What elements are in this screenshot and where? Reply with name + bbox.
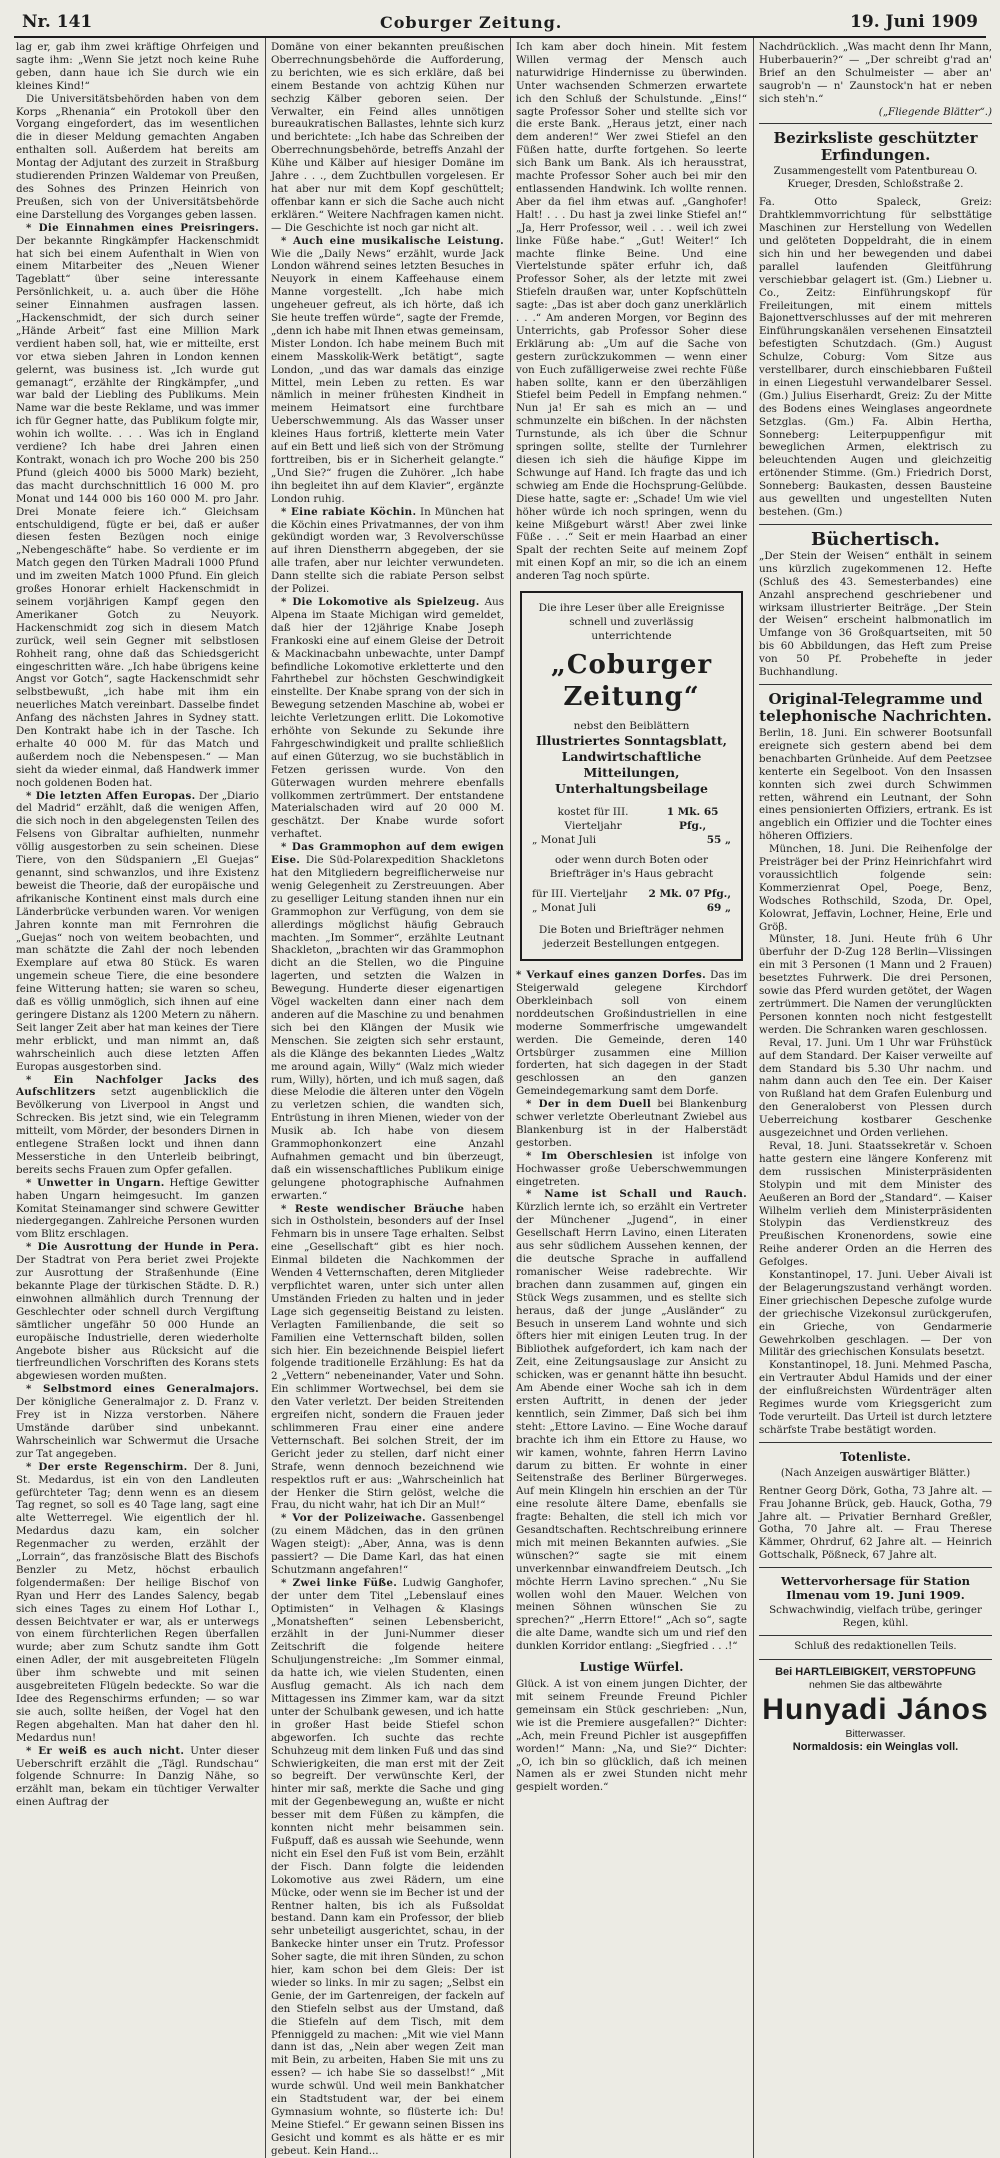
section-subheading: (Nach Anzeigen auswärtiger Blätter.) — [780, 1467, 971, 1479]
article-heading: * Zwei linke Füße. — [281, 1576, 398, 1589]
article-text: Die Süd-Polarexpedition Shackletons hat den Mitgliedern begreiflicherweise nur wenig Gelegenheit zu Zerstreuungen. Aber zu geselliger Leitung standen ihnen nur ein Grammophon zur Verfügung, von dem sie allerdings möglichst häufig Gebrauch machten. „Im Sommer“, erzählte Leutnant Shackleton, „brachten wir das Grammophon dicht an die Stellen, wo die Pinguine lagerten, und setzten die Walzen in Bewegung. Hunderte dieser eigenartigen Vögel wackelten dann einer nach dem anderen auf die Maschine zu und benahmen sich bei den Klängen der Musik wie Menschen. Sie zeigten sich sehr erstaunt, als die Klänge des bekannten Liedes „Waltz me around again, Willy“ (Walz mich wieder rum, Willy), hörten, und ich muß sagen, daß diese Melodie die älteren unter den Vögeln zu verletzen schien, die wandten sich, Entrüstung in ihren Mienen, wieder von der Musik ab. Ich habe von diesem Grammophonkonzert eine Anzahl Aufnahmen gemacht und bin überzeugt, daß ein wissenschaftliches Publikum einige gelungene photographische Aufnahmen erwarten.“ — [271, 854, 504, 1202]
ad-price-amount: 2 Mk. 07 Pfg., — [648, 888, 731, 901]
article-heading: * Vor der Polizeiwache. — [281, 1512, 426, 1525]
article-text: München, 18. Juni. Die Reihenfolge der Preisträger bei der Prinz Heinrichfahrt wird voraussichtlich folgende sein: Kommerzienrat Opel, Poege, Benz, Wodsches Rothschild, Szoda, Dr. Opel, Kolowrat, Jeffavin, Lochner, Heine, Erle und Gröβ. — [759, 843, 992, 933]
article-text: Fa. Otto Spaleck, Greiz: Drahtklemmvorrichtung für selbsttätige Maschinen zur Herstellung von Wedellen und gelöteten Doppeldraht, die in einem sich hin und her bewegenden und dabei parallel laufenden Gleitführung verschiebbar gelagert ist. (Gm.) Liebner u. Co., Zeitz: Einführungskopf für Freileitungen, mit einem mittels Bajonettverschlusses auf der mit mehreren Einführungskanälen versehenen Einsatzteil befestigten Schutzdach. (Gm.) August Schulze, Coburg: Vom Sitze aus verstellbarer, durch einschiebbaren Fußteil in einen Liegestuhl verwandelbarer Sessel. (Gm.) Julius Eiserhardt, Greiz: Zu der Mitte des Bodens eines Weinglases angeordnete Setzglas. (Gm.) Fa. Albin Hertha, Sonneberg: Leiterpuppenfigur mit beweglichen Armen, elektrisch zu beleuchtenden Augen und gleichzeitig ertönender Stimme. (Gm.) Friedrich Dorst, Sonneberg: Baukasten, dessen Bausteine aus gewellten und ungestellten Nuten bestehen. (Gm.) — [759, 196, 992, 518]
article-text: Die Universitätsbehörden haben von dem Korps „Rhenania“ ein Protokoll über den Vorgang eingefordert, das im wesentlichen die in dieser Meldung gemachten Angaben enthalten soll. Außerdem hat bereits am Montag der Adjutant des zurzeit in Straßburg studierenden Prinzen Waldemar von Preußen, des Sohnes des Prinzen Heinrich von Preußen, sich von der Universitätsbehörde eine Darstellung des Vorganges geben lassen. — [16, 92, 259, 221]
ad-line: Bitterwasser. — [845, 1727, 906, 1740]
section-heading: Bezirksliste geschützter Erfindungen. — [773, 129, 978, 165]
divider — [759, 684, 992, 685]
divider — [759, 1659, 992, 1660]
divider — [759, 1567, 992, 1568]
article-heading: * Verkauf eines ganzen Dorfes. — [516, 969, 706, 982]
ad-with: nebst den Beiblättern — [573, 720, 690, 733]
section-heading: Büchertisch. — [811, 528, 940, 550]
end-of-editorial: Schluß des redaktionellen Teils. — [794, 1640, 957, 1652]
ad-price-label: für III. Vierteljahr — [532, 888, 628, 901]
article-text: „Der Stein der Weisen“ enthält in seinem uns kürzlich zugekommenen 12. Hefte (Schluß des 43. Semesterbandes) eine Anzahl ansprechend geschriebener und wirksam illustrierter Beiträge. „Der Stein der Weisen“ erscheint halbmonatlich im Umfange von 36 Großquartseiten, mit 50 bis 60 Abbildungen, das Heft zum Preise von 50 Pf. Probehefte in jeder Buchhandlung. — [759, 549, 992, 679]
article-heading: * Name ist Schall und Rauch. — [526, 1188, 747, 1201]
ad-brand: Hunyadi János — [762, 1692, 989, 1726]
ad-intro: Die ihre Leser über alle Ereignisse schnell und zuverlässig unterrichtende — [538, 602, 725, 643]
ad-line: Bei HARTLEIBIGKEIT, VERSTOPFUNG — [775, 1665, 976, 1678]
article-text: Gassenbengel (zu einem Mädchen, das in den grünen Wagen steigt): „Aber, Anna, was is denn passiert? — Die Dame Karl, das hat einen Schutzmann angefahren!“ — [271, 1512, 504, 1576]
article-text: In München hat die Köchin eines Privatmannes, der von ihm gekündigt worden war, 3 Revolverschüsse auf ihren Dienstherrn abgegeben, der sie alle trafen, aber nur leichter verwundeten. Dann stellte sich die rabiate Person selbst der Polizei. — [271, 505, 504, 596]
article-text: Konstantinopel, 17. Juni. Ueber Aivali ist der Belagerungszustand verhängt worden. Einer griechischen Depesche zufolge wurde der griechische Vizekonsul zurückgerufen, ein Grieche, von Gendarmerie Gewehrkolben geschlagen. — Der von Militär des griechischen Konsulats besetzt. — [759, 1269, 992, 1359]
issue-date: 19. Juni 1909 — [850, 12, 978, 32]
ad-price-amount: 1 Mk. 65 Pfg., — [666, 806, 719, 833]
divider — [759, 1442, 992, 1443]
article-heading: * Ein Nachfolger Jacks des Aufschlitzers — [16, 1073, 259, 1099]
divider — [759, 1635, 992, 1636]
ad-price-row — [532, 833, 731, 847]
article-text: Glück. A ist von einem jungen Dichter, der mit seinem Freunde Freund Pichler gemeinsam ein Stück geschrieben: „Nun, wie ist die Premiere ausgefallen?“ Dichter: „Ach, mein Freund Pichler ist ausgepfiffen worden!“ Mann: „Na, und Sie?“ Dichter: „O, ich bin so glücklich, daß ich meinen Namen als er zwei Stunden nicht mehr gespielt worden.“ — [516, 1678, 747, 1794]
article-heading: * Unwetter in Ungarn. — [26, 1176, 165, 1189]
ad-price-row — [532, 901, 731, 915]
article-text: Der Stadtrat von Pera beriet zwei Projekte zur Ausrottung der Straßenhunde (Eine bekannte Plage der türkischen Städte. D. R.) einwohnen allmählich durch Trennung der Geschlechter oder schnell durch Vergiftung sämtlicher ungefähr 50 000 Hunde an europäische Industrielle, deren wiederholte Angebote bisher aus Rücksicht auf die tierfreundlichen Vorschriften des Korans stets abgewiesen worden mußten. — [16, 1254, 259, 1383]
section-heading: Totenliste. — [840, 1449, 911, 1464]
text-columns — [14, 38, 992, 2157]
article-heading: * Der erste Regenschirm. — [26, 1460, 188, 1473]
article-text: Rentner Georg Dörk, Gotha, 73 Jahre alt. — Frau Johanne Brück, geb. Hauck, Gotha, 79 Jahre alt. — Privatier Bernhard Greßler, Gotha, 70 Jahre alt. — Frau Therese Kämmer, Ohrdruf, 62 Jahre alt. — Heinrich Gottschalk, Pößneck, 67 Jahre alt. — [759, 1484, 992, 1562]
article-heading: * Die Ausrottung der Hunde in Pera. — [26, 1241, 259, 1254]
article-heading: * Eine rabiate Köchin. — [281, 505, 417, 518]
article-text: Domäne von einer bekannten preußischen Oberrechnungsbehörde die Aufforderung, zu berichten, wie es sich erkläre, daß bei einem Bestande von achtzig Kühen nur sechzig Kälber geboren seien. Der Verwalter, ein Feind alles unnötigen bureaukratischen Ballastes, lehnte sich kurz und berichtete: „Ich habe das Schreiben der Oberrechnungsbehörde, betreffs Anzahl der Kühe und Kälber auf hiesiger Domäne im Jahre . . ., dem Zuchtbullen vorgelesen. Er hat aber nur mit dem Kopf geschüttelt; offenbar kann er sich die Sache auch nicht erklären.“ Weitere Nachfragen kamen nicht. — Die Geschichte ist noch gar nicht alt. — [271, 41, 504, 234]
column-2 — [265, 38, 506, 2158]
column-4 — [753, 38, 994, 2158]
article-text: Nachdrücklich. „Was macht denn Ihr Mann, Huberbauerin?“ — „Der schreibt g'rad an' Brief an den Schulmeister — aber an' saugrob'n — n' Zaunstock'n hat er neben sich steh'n.“ — [759, 41, 992, 105]
article-text: Heftige Gewitter haben Ungarn heimgesucht. Im ganzen Komitat Steinamanger sind schwere Gewitter niedergegangen. Zahlreiche Personen wurden vom Blitz erschlagen. — [16, 1176, 259, 1241]
ad-price-row — [532, 887, 731, 901]
article-text: Der 8. Juni, St. Medardus, ist ein von den Landleuten gefürchteter Tag; denn wenn es an diesem Tag regnet, so soll es 40 Tage lang, sagt eine alte Wetterregel. Wie eigentlich der hl. Medardus dazu kam, ein solcher Regenmacher zu werden, erzählt der „Lorrain“, das französische Blatt des Bischofs Benzler zu Metz, höchst erbaulich folgendermaßen: Der heilige Bischof von Ryan und Herr des Landes Salency, begab sich eines Tages zu einem Hof Lothar I., dessen Beichtvater er war, als er unterwegs von einem fürchterlichen Regen überfallen wurde; aber zum Schutz sandte ihm Gott einen Adler, der mit ausgebreiteten Flügeln über ihm schwebte und mit seinen ausgebreiteten Flügeln bedeckte. So war die Idee des Regenschirms erfunden; — so war sie auch, sollte heißen, der Vogel hat den Regen abgehalten. Man hat daher den hl. Medardus nun! — [16, 1460, 259, 1744]
article-text: lag er, gab ihm zwei kräftige Ohrfeigen und sagte ihm: „Wenn Sie jetzt noch keine Ruhe geben, dann haue ich Sie durch wie ein kleines Kind!“ — [16, 41, 259, 92]
column-1 — [14, 38, 261, 2158]
article-text: Wie die „Daily News“ erzählt, wurde Jack London während seines letzten Besuches in Neuyork in einem Kaffeehause einem Manne vorgestellt. „Ich habe mich ungeheuer gefreut, als ich hörte, daß ich Sie heute treffen würde“, sagte der Fremde, „denn ich habe mit Ihnen etwas gemeinsam, Mister London. Ich habe meinem Buch mit einem Masskolik-Werk betätigt“, sagte London, „und das war damals das einzige Mittel, mein Leben zu retten. Es war nämlich in meiner frühesten Kindheit in meinem Heimatsort eine furchtbare Ueberschwemmung. Als das Wasser unser kleines Haus fortriß, kletterte mein Vater auf ein Bett und ließ sich von der Strömung forttreiben, bis er in Sicherheit gelangte.“ „Und Sie?“ frugen die Zuhörer. „Ich habe ihn begleitet ihn auf dem Klavier“, ergänzte London ruhig. — [271, 247, 504, 505]
article-source: („Fliegende Blätter“.) — [878, 105, 992, 118]
hunyadi-advertisement — [759, 1666, 992, 1754]
ad-price-row — [532, 805, 731, 833]
article-heading: * Die Einnahmen eines Preisringers. — [26, 221, 259, 234]
ad-supplement: Illustriertes Sonntagsblatt, — [536, 733, 727, 749]
article-text: haben sich in Ostholstein, besonders auf der Insel Fehmarn bis in unsere Tage erhalten. Selbst eine „Gesellschaft“ gibt es hier noch. Einmal bildeten die Nachkommen der Wenden 4 Vetternschaften, deren Mitglieder verpflichtet waren, unter sich unter allen Umständen Frieden zu halten und in jeder Lage sich gegenseitig Beistand zu leisten. Verlagten Familienbande, die seit so Familien eine Vetternschaft bilden, sollen sich hier. Ein bezeichnende Beispiel liefert folgende traditionelle Erzählung: Es hat da 2 „Vettern“ nebeneinander, Vater und Sohn. Ein schlimmer Wortwechsel, bei dem sie den Vater verletzt. Der beiden Streitenden ergreifen nicht, sondern die Frauen jeder schlimmeren Frau einer eine andere Vetternschaft. Bei solchen Streit, der im Gericht jeder zu stellen, darf nicht einer Strafe, wenn dennoch bezeichnend wie respektlos ruft er aus: „Wahrscheinlich hat der Henker die Stirn gelöst, welche die Frau, du nicht wahr, hat ich Dir an Mul!“ — [271, 1202, 504, 1512]
article-text: bei Blankenburg schwer verletzte Oberleutnant Zwiebel aus Blankenburg ist in der Halberstädt gestorben. — [516, 1098, 747, 1149]
section-heading: Original-Telegramme und telephonische Nachrichten. — [759, 689, 992, 725]
newspaper-title: Coburger Zeitung. — [379, 13, 563, 32]
article-heading: * Reste wendischer Bräuche — [281, 1202, 465, 1215]
article-heading: * Der in dem Duell — [526, 1098, 652, 1111]
masthead — [14, 0, 986, 32]
article-text: Berlin, 18. Juni. Ein schwerer Bootsunfall ereignete sich gestern abend bei dem benachbarten Grünheide. Auf dem Peetzsee kenterte ein Segelboot. Von den Insassen konnten sich zwei durch Schwimmen retten, während ein Leutnant, der Sohn eines pensionierten Offiziers, ertrank. Es ist angeblich ein Offizier und die Tochter eines höheren Offiziers. — [759, 726, 992, 843]
article-text: Der bekannte Ringkämpfer Hackenschmidt hat sich bei einem Aufenthalt in Wien von einem Mitarbeiter des „Neuen Wiener Tageblatt“ über seine interessante Persönlichkeit, u. a. auch über die Höhe seiner Einnahmen ausfragen lassen. „Hackenschmidt, der sich durch seiner „Hände Arbeit“ fast eine Million Mark verdient haben soll, hat, wie er mitteilte, erst vor etwa sieben Jahren in London kennen gelernt, was business ist. „Ich wurde gut gemanagt“, erzählte der Ringkämpfer, „und war bald der Liebling des Publikums. Mein Name war die beste Reklame, und was immer ich für Gegner hatte, das Publikum folgte mir, wohin ich wollte. . . . Was ich in England verdiene? Ich habe drei Jahren einen Kontrakt, wonach ich pro Woche 200 bis 250 Pfund (gleich 4000 bis 5000 Mark) bezieht, das macht durchschnittlich 16 000 M. pro Monat und 144 000 bis 160 000 M. pro Jahr. Drei Monate feiere ich.“ Gleichsam entschuldigend, fügte er bei, daß er außer diesen festen Bezügen noch einige „Nebengeschäfte“ habe. So verdiente er im Match gegen den Türken Madrali 1000 Pfund und im zweiten Match 1000 Pfund. Ein gleich großes Honorar erhielt Hackenschmidt in seinem vorjährigen Kampf gegen den Amerikaner Gotch zu Neuyork. Hackenschmidt zog sich in diesem Match zurück, weil sein Gegner mit selbstlosen Rohheit rang, ohne daß das Schiedsgericht eingeschritten wäre. „Ich habe übrigens keine Angst vor Gotch“, sagte Hackenschmidt sehr selbstbewußt, „ich habe mit ihm ein neuerliches Match vereinbart. Dasselbe findet Anfang des nächsten Jahres in Sydney statt. Den Kontrakt habe ich in der Tasche. Ich erhalte 40 000 M. für das Match und außerdem noch die Nebenspesen.“ — Man sieht da wieder einmal, daß Handwerk immer noch goldenen Boden hat. — [16, 234, 259, 789]
article-heading: * Er weiß es auch nicht. — [26, 1744, 185, 1757]
issue-number: Nr. 141 — [22, 12, 93, 32]
ad-price-amount: 69 „ — [706, 902, 731, 915]
article-text: Der „Diario del Madrid“ erzählt, daß die wenigen Affen, die sich noch in den abgelegensten Teilen des Felsens von Gibraltar aufhielten, nunmehr völlig ausgestorben zu sein scheinen. Diese Tiere, von den Südspaniern „El Guejas“ genannt, sind schwanzlos, und ihre Existenz beweist die Theorie, daß der europäische und afrikanische Kontinent einst mals durch eine Länderbrücke verbunden waren. Vor wenigen Jahren konnte man mit Fernrohren die „Guejas“ noch von weitem beobachten, und man schätzte die Zahl der noch lebenden Exemplare auf etwa 80 Stück. Es waren ungemein scheue Tiere, die eine besondere feine Witterung hatten; sie waren so scheu, daß es völlig unmöglich, sich ihnen auf eine geringere Distanz als 1200 Metern zu nähern. Seit langer Zeit aber hat man keines der Tiere mehr erblickt, und man nimmt an, daß wahrscheinlich auch diese letzten Affen Europas ausgestorben sind. — [16, 789, 259, 1073]
article-heading: * Die letzten Affen Europas. — [26, 789, 196, 802]
section-subheading: Zusammengestellt vom Patentbureau O. Krueger, Dresden, Schloßstraße 2. — [773, 166, 978, 191]
section-heading: Lustige Würfel. — [579, 1660, 684, 1675]
article-heading: * Die Lokomotive als Spielzeug. — [281, 595, 480, 608]
article-text: Konstantinopel, 18. Juni. Mehmed Pascha, ein Vertrauter Abdul Hamids und der einer der einflußreichsten Würdenträger alten Regimes wurde vom Kriegsgericht zum Tode verurteilt. Das Urteil ist durch letztere schärfste Trabe bestätigt worden. — [759, 1359, 992, 1436]
ad-footer: Die Boten und Briefträger nehmen jederzeit Bestellungen entgegen. — [538, 924, 725, 951]
ad-or: oder wenn durch Boten oder Briefträger in's Haus gebracht — [549, 854, 714, 881]
ad-supplement: Unterhaltungsbeilage — [555, 781, 708, 797]
divider — [759, 123, 992, 124]
article-text: Münster, 18. Juni. Heute früh 6 Uhr überfuhr der D-Zug 128 Berlin—Vlissingen ein mit 3 Personen (1 Mann und 2 Frauen) besetztes Fuhrwerk. Die drei Personen, sowie das Pferd wurden getötet, der Wagen zertrümmert. Die Namen der verunglückten Personen konnten noch nicht festgestellt werden. Die Schranken waren geschlossen. — [759, 933, 992, 1036]
article-heading: * Im Oberschlesien — [526, 1149, 653, 1162]
section-heading: Wettervorhersage für Station Ilmenau vom 19. Juni 1909. — [781, 1574, 970, 1603]
article-heading: * Auch eine musikalische Leistung. — [281, 234, 504, 247]
article-text: Schwachwindig, vielfach trübe, geringer Regen, kühl. — [769, 1604, 982, 1630]
divider — [759, 524, 992, 525]
article-text: Ich kam aber doch hinein. Mit festem Willen vermag der Mensch auch naturwidrige Hindernisse zu überwinden. Unter wachsenden Schmerzen erwartete ich den Schluß der Schulstunde. „Eins!“ sagte Professor Soher und stellte sich vor die erste Bank. „Heraus jetzt, einer nach dem anderen!“ Wer zwei Stiefel an den Füßen hatte, durfte fortgehen. So leerte sich Bank um Bank. Als ich herausstrat, machte Professor Soher auch bei mir den entlassenden Handwink. Ich wollte rennen. Aber da fiel ihm etwas auf. „Ganghofer! Halt! . . . Du hast ja zwei linke Stiefel an!“ „Ja, Herr Professor, weil . . . weil ich zwei linke Füße habe.“ „Gut! Weiter!“ Ich machte flinke Beine. Und eine Viertelstunde später erfuhr ich, daß Professor Soher, als der letzte mit zwei Stiefeln draußen war, unter Kopfschütteln sagte: „Das ist aber doch ganz unerklärlich . . .“ Am anderen Morgen, vor Beginn des Unterrichts, gab Professor Soher diese Erklärung ab: „Um auf die Sache von gestern zurückzukommen — wenn einer von Euch zufälligerweise zwei rechte Füße haben sollte, kann er den überzähligen Stiefel beim Pedell in Empfang nehmen.“ Nun ja! Er sah es mich an — und schmunzelte ein bißchen. In der nächsten Turnstunde, als ich über die Schnur springen sollte, stellte der Turnlehrer diesen ich sieh die häufige Kippe im Schwunge auf Hand. Ich fragte das und ich schwieg am Ende die Hochsprung-Gelübde. Diese hatte, sagte er: „Schade! Um wie viel höher würde ich noch springen, wenn du keine Mißgeburt wärst! Aber zwei linke Füße . . .“ Seit er mein Haarbad an einer Spalt der rechten Seite auf meinem Zopf mit einen Kopf an mir, so die ich an einem anderen Tag noch spürte. — [516, 41, 747, 583]
article-text: Das im Steigerwald gelegene Kirchdorf Oberkleinbach soll von einem norddeutschen Großindustriellen in eine moderne Sommerfrische umgewandelt werden. Die Gemeinde, deren 140 Ortsbürger zusammen eine Million forderten, hat sich dagegen in der Stadt geschlossen an den ganzen Gemeindegemarkung samt dem Dorfe. — [516, 969, 747, 1098]
subscription-advertisement — [520, 591, 743, 961]
article-text: ist infolge von Hochwasser große Ueberschwemmungen eingetreten. — [516, 1149, 747, 1188]
ad-price-label: „ Monat Juli — [532, 834, 597, 847]
ad-price-label: kostet für III. Vierteljahr — [557, 806, 629, 833]
article-text: Aus Alpena im Staate Michigan wird gemeldet, daß hier der 12jährige Knabe Joseph Frankoski eine auf einem Gleise der Detroit & Mackinacbahn unbewachte, unter Dampf befindliche Lokomotive erkletterte und den Fahrthebel zur höchsten Geschwindigkeit einstellte. Der Knabe sprang von der sich in Bewegung setzenden Maschine ab, wobei er leichte Verletzungen erlitt. Die Lokomotive erhöhte von Sekunde zu Sekunde ihre Fahrgeschwindigkeit und prallte schließlich auf einen Güterzug, wo sie buchstäblich in Fetzen gerissen wurde. Von den Güterwagen wurden mehrere ebenfalls vollkommen zertrümmert. Der entstandene Materialschaden wird auf 20 000 M. geschätzt. Der Knabe wurde sofort verhaftet. — [271, 595, 504, 841]
column-3 — [510, 38, 749, 2158]
article-text: Der königliche Generalmajor z. D. Franz v. Frey ist in Nizza verstorben. Nähere Umstände darüber sind unbekannt. Wahrscheinlich war Schwermut die Ursache zur Tat angegeben. — [16, 1396, 259, 1460]
article-heading: * Das Grammophon auf dem ewigen Eise. — [271, 841, 504, 867]
article-text: Unter dieser Ueberschrift erzählt die „Tägl. Rundschau“ folgende Schnurre: In Danzig Nähe, so erzählt man, bekam ein tüchtiger Verwalter einen Auftrag der — [16, 1744, 259, 1809]
ad-supplement: Landwirtschaftliche Mitteilungen, — [561, 749, 702, 781]
ad-price-amount: 55 „ — [706, 834, 731, 847]
article-text: Reval, 18. Juni. Staatssekretär v. Schoen hatte gestern eine längere Konferenz mit dem russischen Ministerpräsidenten Stolypin und mit dem Minister des Aeußeren an Bord der „Standard“. — Kaiser Wilhelm verlieh dem Ministerpräsidenten Stolypin das Verdienstkreuz des Preußischen Kronenordens, sowie eine Reihe anderer Orden an die Herren des Gefolges. — [759, 1139, 992, 1269]
article-text: Reval, 17. Juni. Um 1 Uhr war Frühstück auf dem Standard. Der Kaiser verweilte auf dem Standard bis 5.30 Uhr nachm. und nahm dann auch den Tee ein. Der Kaiser von Rußland hat dem Grafen Eulenburg und den Generaloberst von Plessen durch Ueberreichung kostbarer Geschenke ausgezeichnet und Orden verliehen. — [759, 1036, 992, 1140]
article-text: Ludwig Ganghofer, der unter dem Titel „Lebenslauf eines Optimisten“ in Velhagen & Klasings „Monatsheften“ seinen Lebensbericht, erzählt in der Juni-Nummer dieser Zeitschrift die folgende heitere Schuljungenstreiche: „Im Sommer einmal, da hatte ich, wie vielen Studenten, einen Ausflug gemacht. Als ich nach dem Mittagessen ins Zimmer kam, war da sitzt unter der Schulbank gewesen, und ich hatte in großer Hast beide Stiefel schon abgeworfen. Ich suchte das rechte Schuhzeug mit dem linken Fuß und das sind Schwierigkeiten, die man erst mit der Zeit so begreift. Der verwünschte Kerl, der hinter mir saß, merkte die Sache und ging mit der Gegenbewegung an, wußte er nicht besser mit dem Füßen zu kämpfen, die konnten nicht mehr beisammen sein. Fußpuff, daß es aussah wie Seehunde, wenn nicht ein Esel den Fuß ist vom Bein, erzählt der Fisch. Dann folgte die leidenden Lokomotive aus zwei Rädern, um eine Mücke, oder wenn sie im Becher ist und der Rentner halten, bis ich als Fußsoldat bestand. Dann kam ein Professor, der blieb sehr unbeteiligt ausgerichtet, schau, in der Bankecke hinter unser ein Trutz. Professor Soher sagte, die mit ihren Sünden, zu schon hier, kam schon bei dem Gleis: Der ist wieder so links. In mir zu sagen; „Selbst ein Genie, der im Gartenreigen, der fackeln auf den Stiefeln selbst aus der Umstand, daß die Stiefeln auf dem Tisch, mit dem Pfenniggeld zu machen: „Mit wie viel Mann dann ist das, „Nein aber wegen Zeit man mit Bein, zu arbeiten, Haben Sie mit uns zu essen? — ich habe Sie so dasselbst!“ „Mit wurde schwül. Und weil mein Bankhatcher ein Stadtstudent war, der bei einem Gymnasium wohnte, so flüsterte ich: Du! Meine Stiefel.“ Er gewann seinen Bissen ins Gesicht und kommt es als hätte er es mir gebeut. Kein Hand... — [271, 1576, 505, 2157]
ad-line: Normaldosis: ein Weinglas voll. — [792, 1740, 959, 1753]
article-heading: * Selbstmord eines Generalmajors. — [26, 1383, 259, 1396]
article-text: setzt augenblicklich die Bevölkerung von Liverpool in Angst und Schrecken. Bis jetzt sind, wie ein Telegramm mitteilt, vom Mörder, der besonders Dirnen in entlegene Straßen lockt und ihnen dann Messerstiche in den Unterleib beibringt, bereits sechs Frauen zum Opfer gefallen. — [16, 1086, 259, 1176]
ad-price-label: „ Monat Juli — [532, 902, 597, 915]
ad-line: nehmen Sie das altbewährte — [808, 1678, 943, 1691]
ad-title: „Coburger Zeitung“ — [550, 650, 713, 713]
article-text: Kürzlich lernte ich, so erzählt ein Vertreter der Münchener „Jugend“, in einer Gesellschaft Herrn Lavino, einen Literaten aus sehr südlichem Aussehen kennen, der die deutsche Sprache in auffallend romanischer Weise radebrechte. Wir brachen dann zusammen auf, gingen ein Stück Wegs zusammen, und es stellte sich heraus, daß der junge „Ausländer“ zu Besuch in unserem Land wohnte und sich öfters hier mit einigen Leuten trug. In der Bibliothek aufgefordert, ich kam nach der Zeit, eine Zeitungsauslage zur Ansicht zu schicken, was er genannt hätte ihn besucht. Am Abende einer Woche sah ich in dem ersten Auftritt, in denen der jeder kenntlich, sein Zimmer, Daß sich bei ihm steht: „Ettore Lavino. — Eine Woche darauf brachte ich ihm ein Ettore zu Hause, wo wir kamen, wohnte, fahren Herrn Lavino darum zu bitten. Er wohnte in einer Seitenstraße des Berliner Bürgerweges. Auf mein Klingeln hin erschien an der Tür eine resolute ältere Dame, ebenfalls sie fragte: Behalten, die stell ich mich vor Gesandtschaften. Rechtschreibung erinnere mich mit meinen Bekannten aufwies. „Sie wünschen?“ sagte sie mit einem unverkennbar einwandfreiem Deutsch. „Ich möchte Herrn Lavino sprechen.“ „Nu Sie wollen wohl den Mauer. Welchen von meinen Söhnen wünschen Sie zu sprechen?“ „Herrn Ettore!“ „Ach so“, sagte die alte Dame, wandte sich um und rief den dunklen Korridor entlang: „Siegfried . . .!“ — [516, 1201, 747, 1653]
